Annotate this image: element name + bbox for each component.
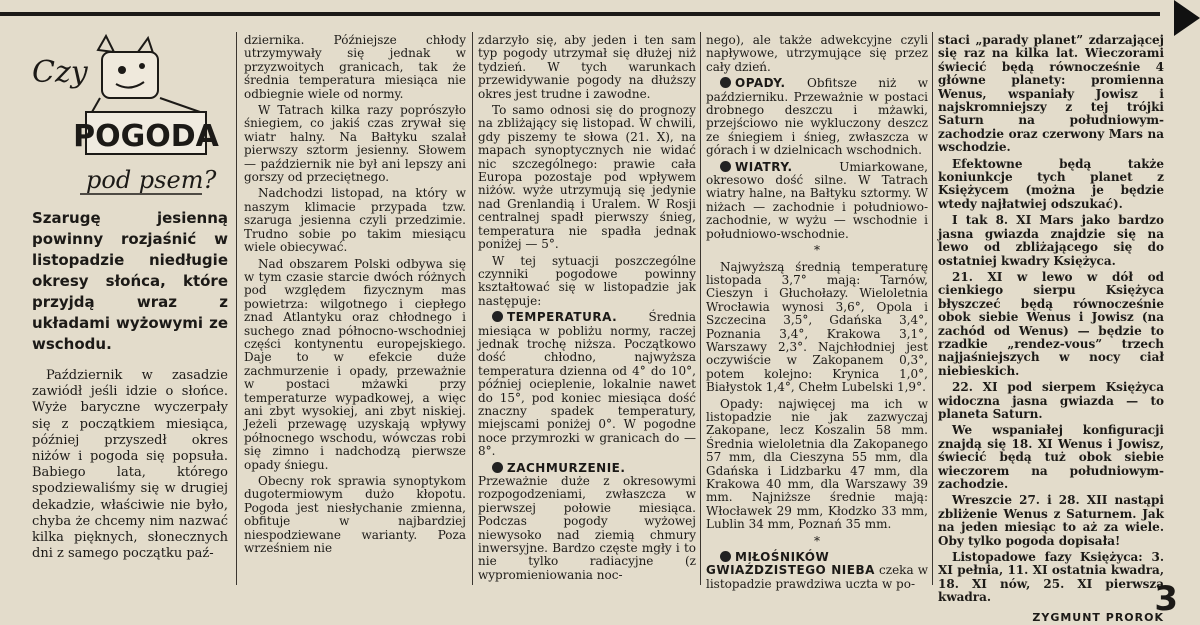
paragraph: 22. XI pod sierpem Księżyca widoczna jasna gwiazda — to planeta Saturn. <box>938 380 1164 421</box>
precipitation-stats: Opady: najwięcej ma ich w listopadzie nie jak zazwyczaj Zakopane, lecz Koszalin 58 mm. Średnia wieloletnia dla Zakopanego 57 mm, dla Cieszyna 55 mm, dla Gdańska i Lidzbarku 47 mm, dla Krakowa 40 mm, dla Warszawy 39 mm. Najniższe średnie mają: Włocławek 29 mm, Kłodzko 33 mm, Lublin 34 mm, Poznań 35 mm. <box>706 396 928 532</box>
paragraph: We wspaniałej konfiguracji znajdą się 18. XI Wenus i Jowisz, świecić będą tuż obok siebie wieczorem na południowym-zachodzie. <box>938 423 1164 491</box>
top-rule <box>0 12 1160 16</box>
paragraph: 21. XI w lewo w dół od cienkiego sierpu Księżyca błyszczeć będą równocześnie obok siebie Wenus i Jowisz (na zachód od Wenus) — będzie to rzadkie „rendez-vous” trzech najjaśniejszych w nocy ciał niebieskich. <box>938 269 1164 378</box>
paragraph: Wreszcie 27. i 28. XII nastąpi zbliżenie Wenus z Saturnem. Jak na jeden miesiąc to aż za wiele. Oby tylko pogoda dopisała! <box>938 493 1164 548</box>
astronomy-heading: MIŁOŚNIKÓW GWIAŹDZISTEGO NIEBA <box>706 550 875 578</box>
title-word-czy: Czy <box>32 55 88 90</box>
moon-phases <box>938 551 1164 605</box>
paragraph: nego), ale także adwekcyjne czyli napływowe, utrzymujące się przez cały dzień. <box>706 33 928 74</box>
moon-phases-text: 3. XI pełnia, 11. XI ostatnia kwadra, 18. XI nów, 25. XI pierwsza kwadra. <box>938 550 1164 605</box>
paragraph: I tak 8. XI Mars jako bardzo jasna gwiazda znajdzie się na lewo od zbliżającego się do ostatniej kwadry Księżyca. <box>938 213 1164 268</box>
cloud-text: Przeważnie duże z okresowymi rozpogodzeniami, zwłaszcza w pierwszej połowie miesiąca. Podczas pogody wyżowej niewysoko nad ziemią chmury inwersyjne. Bardzo częste mgły i to nie tylko radiacyjne (z wypromieniowania noc- <box>478 474 696 582</box>
paragraph: Obecny rok sprawia synoptykom dugotermiowym dużo kłopotu. Pogoda jest niesłychanie zmienna, obfituje w najbardziej niespodziewane warianty. Poza wrześniem nie <box>244 474 466 556</box>
paragraph: Nad obszarem Polski odbywa się w tym czasie starcie dwóch różnych pod względem fizycznym mas powietrza: wilgotnego i ciepłego znad Atlantyku oraz chłodnego i suchego znad północno-wschodniej części kontynentu europejskiego. Daje to w efekcie duże zachmurzenie i opady, przeważnie w postaci mżawki przy temperaturze wypadkowej, a więc ani zbyt wysokiej, ani zbyt niskiej. Jeżeli przewagę uzyskają wpływy północnego wschodu, wówczas robi się zimno i nadchodzą pierwsze opady śniegu. <box>244 256 466 472</box>
paragraph: staci „parady planet” zdarzającej się raz na kilka lat. Wieczorami świecić będą równocześnie 4 główne planety: promienna Wenus, wspaniały Jowisz i najskromniejszy z tej trójki Saturn na południowym-zachodzie oraz czerwony Mars na wschodzie. <box>938 33 1164 155</box>
temperature-text: Średnia miesiąca w pobliżu normy, raczej jednak trochę niższa. Początkowo dość chłodno, najwyższa temperatura dzienna od 4° do 10°, później ocieplenie, lokalnie nawet do 15°, pod koniec miesiąca dość znaczny spadek temperatury, miejscami poniżej 0°. W pogodne noce przymrozki w granicach do — 8°. <box>478 310 696 459</box>
lead-paragraph: Szarugę jesienną powinny rozjaśnić w listopadzie niedługie okresy słońca, które przyjdą wraz z układami wyżowymi ze wschodu. <box>32 209 228 353</box>
rain-section <box>706 77 928 157</box>
wind-section <box>706 161 928 241</box>
bullet-icon <box>720 77 731 88</box>
paragraph: W Tatrach kilka razy poprószyło śniegiem, co jakiś czas zrywał się wiatr halny. Na Bałtyku szalał pierwszy sztorm jesienny. Słowem — październik nie był ani lepszy ani gorszy od przeciętnego. <box>244 103 466 185</box>
column-divider <box>700 32 701 585</box>
pogoda-logo-illustration <box>30 30 220 200</box>
column-2 <box>244 34 466 558</box>
wind-text: Umiarkowane, okresowo dość silne. W Tatrach wiatry halne, na Bałtyku sztormy. W niżach — zachodnie i południowo-zachodnie, w wyżu — wschodnie i południowo-wschodnie. <box>706 159 928 241</box>
bullet-icon <box>492 462 503 473</box>
corner-arrow-icon <box>1174 0 1200 36</box>
column-divider <box>236 32 237 585</box>
column-1 <box>32 368 228 565</box>
star-separator: * <box>814 533 820 548</box>
rain-heading: OPADY. <box>735 76 786 91</box>
column-divider <box>932 32 933 585</box>
astronomy-section <box>706 551 928 591</box>
paragraph: zdarzyło się, aby jeden i ten sam typ pogody utrzymał się dłużej niż tydzień. W tych warunkach przewidywanie pogody na dłuższy okres jest trudne i zawodne. <box>478 33 696 101</box>
paragraph: dziernika. Późniejsze chłody utrzymywały się jednak w przyzwoitych granicach, tak że średnia temperatura miesiąca nie odbiegnie wiele od normy. <box>244 33 466 101</box>
column-divider <box>472 32 473 585</box>
temperature-section <box>478 311 696 458</box>
bullet-icon <box>720 161 731 172</box>
column-5 <box>938 34 1164 624</box>
astronomy-text: czeka w listopadzie prawdziwa uczta w po- <box>706 563 929 591</box>
cloud-section <box>478 462 696 583</box>
wind-heading: WIATRY. <box>735 159 793 174</box>
paragraph: To samo odnosi się do prognozy na zbliżający się listopad. W chwili, gdy piszemy te słowa (21. X), na mapach synoptycznych nie widać nic szczególnego: prawie cała Europa pozostaje pod wpływem niżów. wyże utrzymują się jedynie nad Grenlandią i Uralem. W Rosji centralnej spadł pierwszy śnieg, temperatura nie spadła jednak poniżej — 5°. <box>478 103 696 252</box>
star-separator: * <box>814 243 820 258</box>
paragraph: Październik w zasadzie zawiódł jeśli idzie o słońce. Wyże baryczne wyczerpały się z początkiem miesiąca, później przyszedł okres niżów i pogoda się popsuła. Babiego lata, którego spodziewaliśmy się w drugiej dekadzie, właściwie nie było, chyba że chcemy nim nazwać kilka pięknych, słonecznych dni z samego początku paź- <box>32 368 228 562</box>
temperature-stats: Najwyższą średnią temperaturę listopada 3,7° mają: Tarnów, Cieszyn i Głuchołazy. Wieloletnia Wrocławia wynosi 3,6°, Opola i Szczecina 3,5°, Gdańska 3,4°, Poznania 3,4°, Krakowa 3,1°, Warszawy 2,3°. Najchłodniej jest oczywiście w Zakopanem 0,3°, potem kolejno: Krynica 1,0°, Białystok 1,4°, Chełm Lubelski 1,9°. <box>706 259 928 395</box>
moon-phases-heading: Listopadowe fazy Księżyca: <box>952 550 1143 565</box>
title-word-pod-psem: pod psem? <box>86 166 217 194</box>
bullet-icon <box>720 551 731 562</box>
paragraph: W tej sytuacji poszczególne czynniki pogodowe powinny kształtować się w listopadzie jak następuje: <box>478 253 696 308</box>
column-3 <box>478 34 696 585</box>
paragraph: Efektowne będą także koniunkcje tych planet z Księżycem (można je będzie wtedy najłatwiej odszukać). <box>938 156 1164 211</box>
paragraph: Nadchodzi listopad, na który w naszym klimacie przypada tzw. szaruga jesienna czyli przedzimie. Trudno sobie po takim miesiącu wiele obiecywać. <box>244 186 466 255</box>
column-4 <box>706 34 928 594</box>
temperature-heading: TEMPERATURA. <box>507 310 618 325</box>
title-word-pogoda: POGODA <box>73 119 219 154</box>
cloud-heading: ZACHMURZENIE. <box>507 460 626 475</box>
page-number: 3 <box>1154 579 1178 619</box>
bullet-icon <box>492 311 503 322</box>
author-signature: ZYGMUNT PROROK <box>1032 610 1164 624</box>
rain-text: Obfitsze niż w październiku. Przeważnie w postaci drobnego deszczu i mżawki, przejściowo nie wykluczony deszcz ze śniegiem i śnieg, zwłaszcza w górach i w dzielnicach wschodnich. <box>706 76 928 158</box>
